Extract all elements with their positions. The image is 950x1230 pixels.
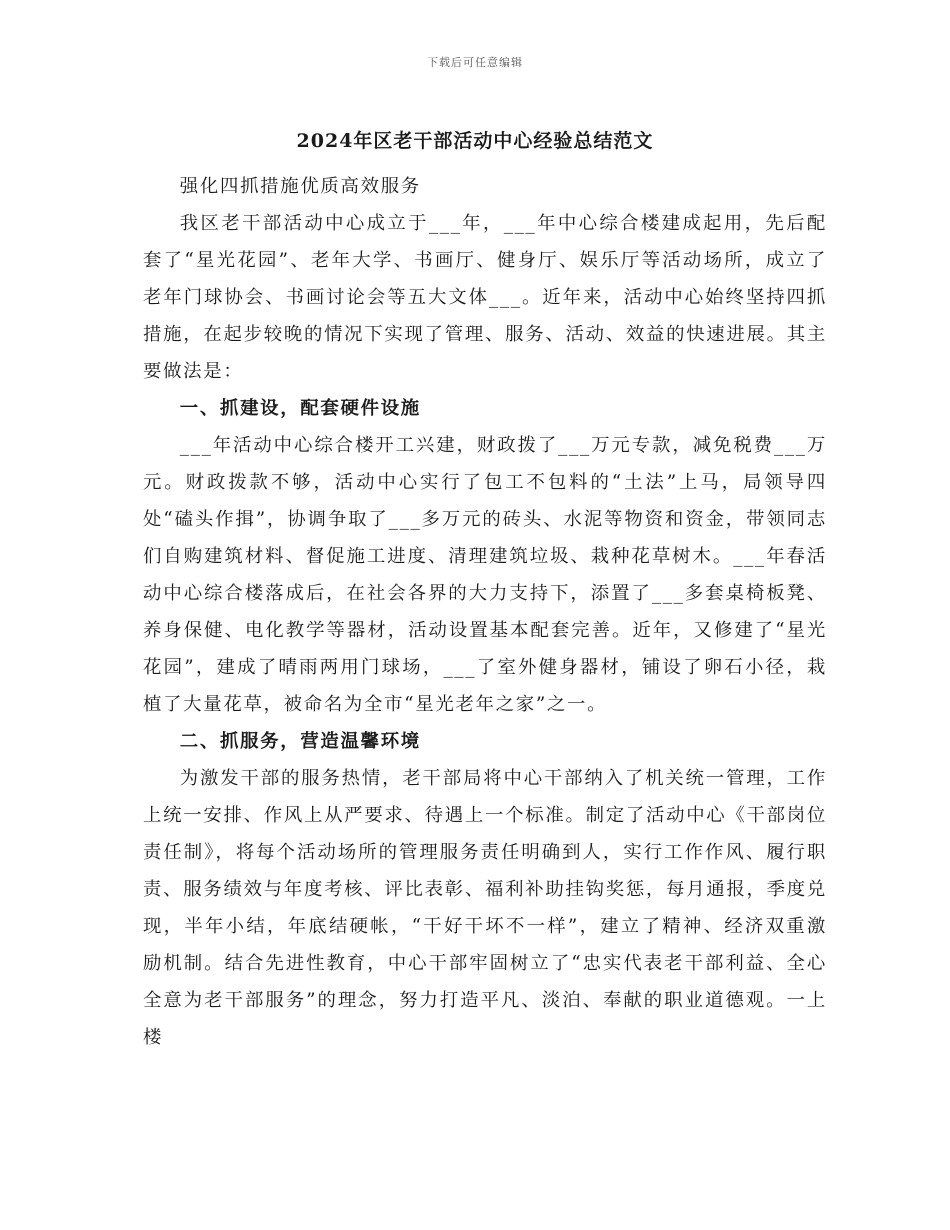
section-2-heading: 二、抓服务，营造温馨环境	[179, 731, 421, 752]
subtitle-paragraph: 强化四抓措施优质高效服务	[179, 176, 421, 197]
document-title: 2024年区老干部活动中心经验总结范文	[296, 130, 654, 152]
header-note: 下载后可任意编辑	[427, 56, 523, 69]
section-2-paragraph: 为激发干部的服务热情，老干部局将中心干部纳入了机关统一管理，工作上统一安排、作风上从严要求、待遇上一个标准。制定了活动中心《干部岗位责任制》，将每个活动场所的管理服务责任明确到人，实行工作作风、履行职责、服务绩效与年度考核、评比表彰、福利补助挂钩奖惩，每月通报，季度兑现，半年小结，年底结硬帐，“干好干坏不一样”，建立了精神、经济双重激励机制。结合先进性教育，中心干部牢固树立了“忠实代表老干部利益、全心全意为老干部服务”的理念，努力打造平凡、淡泊、奉献的职业道德观。一上楼	[143, 768, 827, 1048]
section-1-paragraph: ___年活动中心综合楼开工兴建，财政拨了___万元专款，减免税费___万元。财政拨款不够，活动中心实行了包工不包料的“土法”上马，局领导四处“磕头作揖”，协调争取了___多万元的砖头、水泥等物资和资金，带领同志们自购建筑材料、督促施工进度、清理建筑垃圾、栽种花草树木。___年春活动中心综合楼落成后，在社会各界的大力支持下，添置了___多套桌椅板凳、养身保健、电化教学等器材，活动设置基本配套完善。近年，又修建了“星光花园”，建成了晴雨两用门球场，___了室外健身器材，铺设了卵石小径，栽植了大量花草，被命名为全市“星光老年之家”之一。	[143, 435, 827, 715]
document-body	[143, 168, 827, 1056]
intro-paragraph: 我区老干部活动中心成立于___年，___年中心综合楼建成起用，先后配套了“星光花园”、老年大学、书画厅、健身厅、娱乐厅等活动场所，成立了老年门球协会、书画讨论会等五大文体___。近年来，活动中心始终坚持四抓措施，在起步较晚的情况下实现了管理、服务、活动、效益的快速进展。其主要做法是：	[143, 213, 827, 382]
section-1-heading: 一、抓建设，配套硬件设施	[179, 398, 421, 419]
